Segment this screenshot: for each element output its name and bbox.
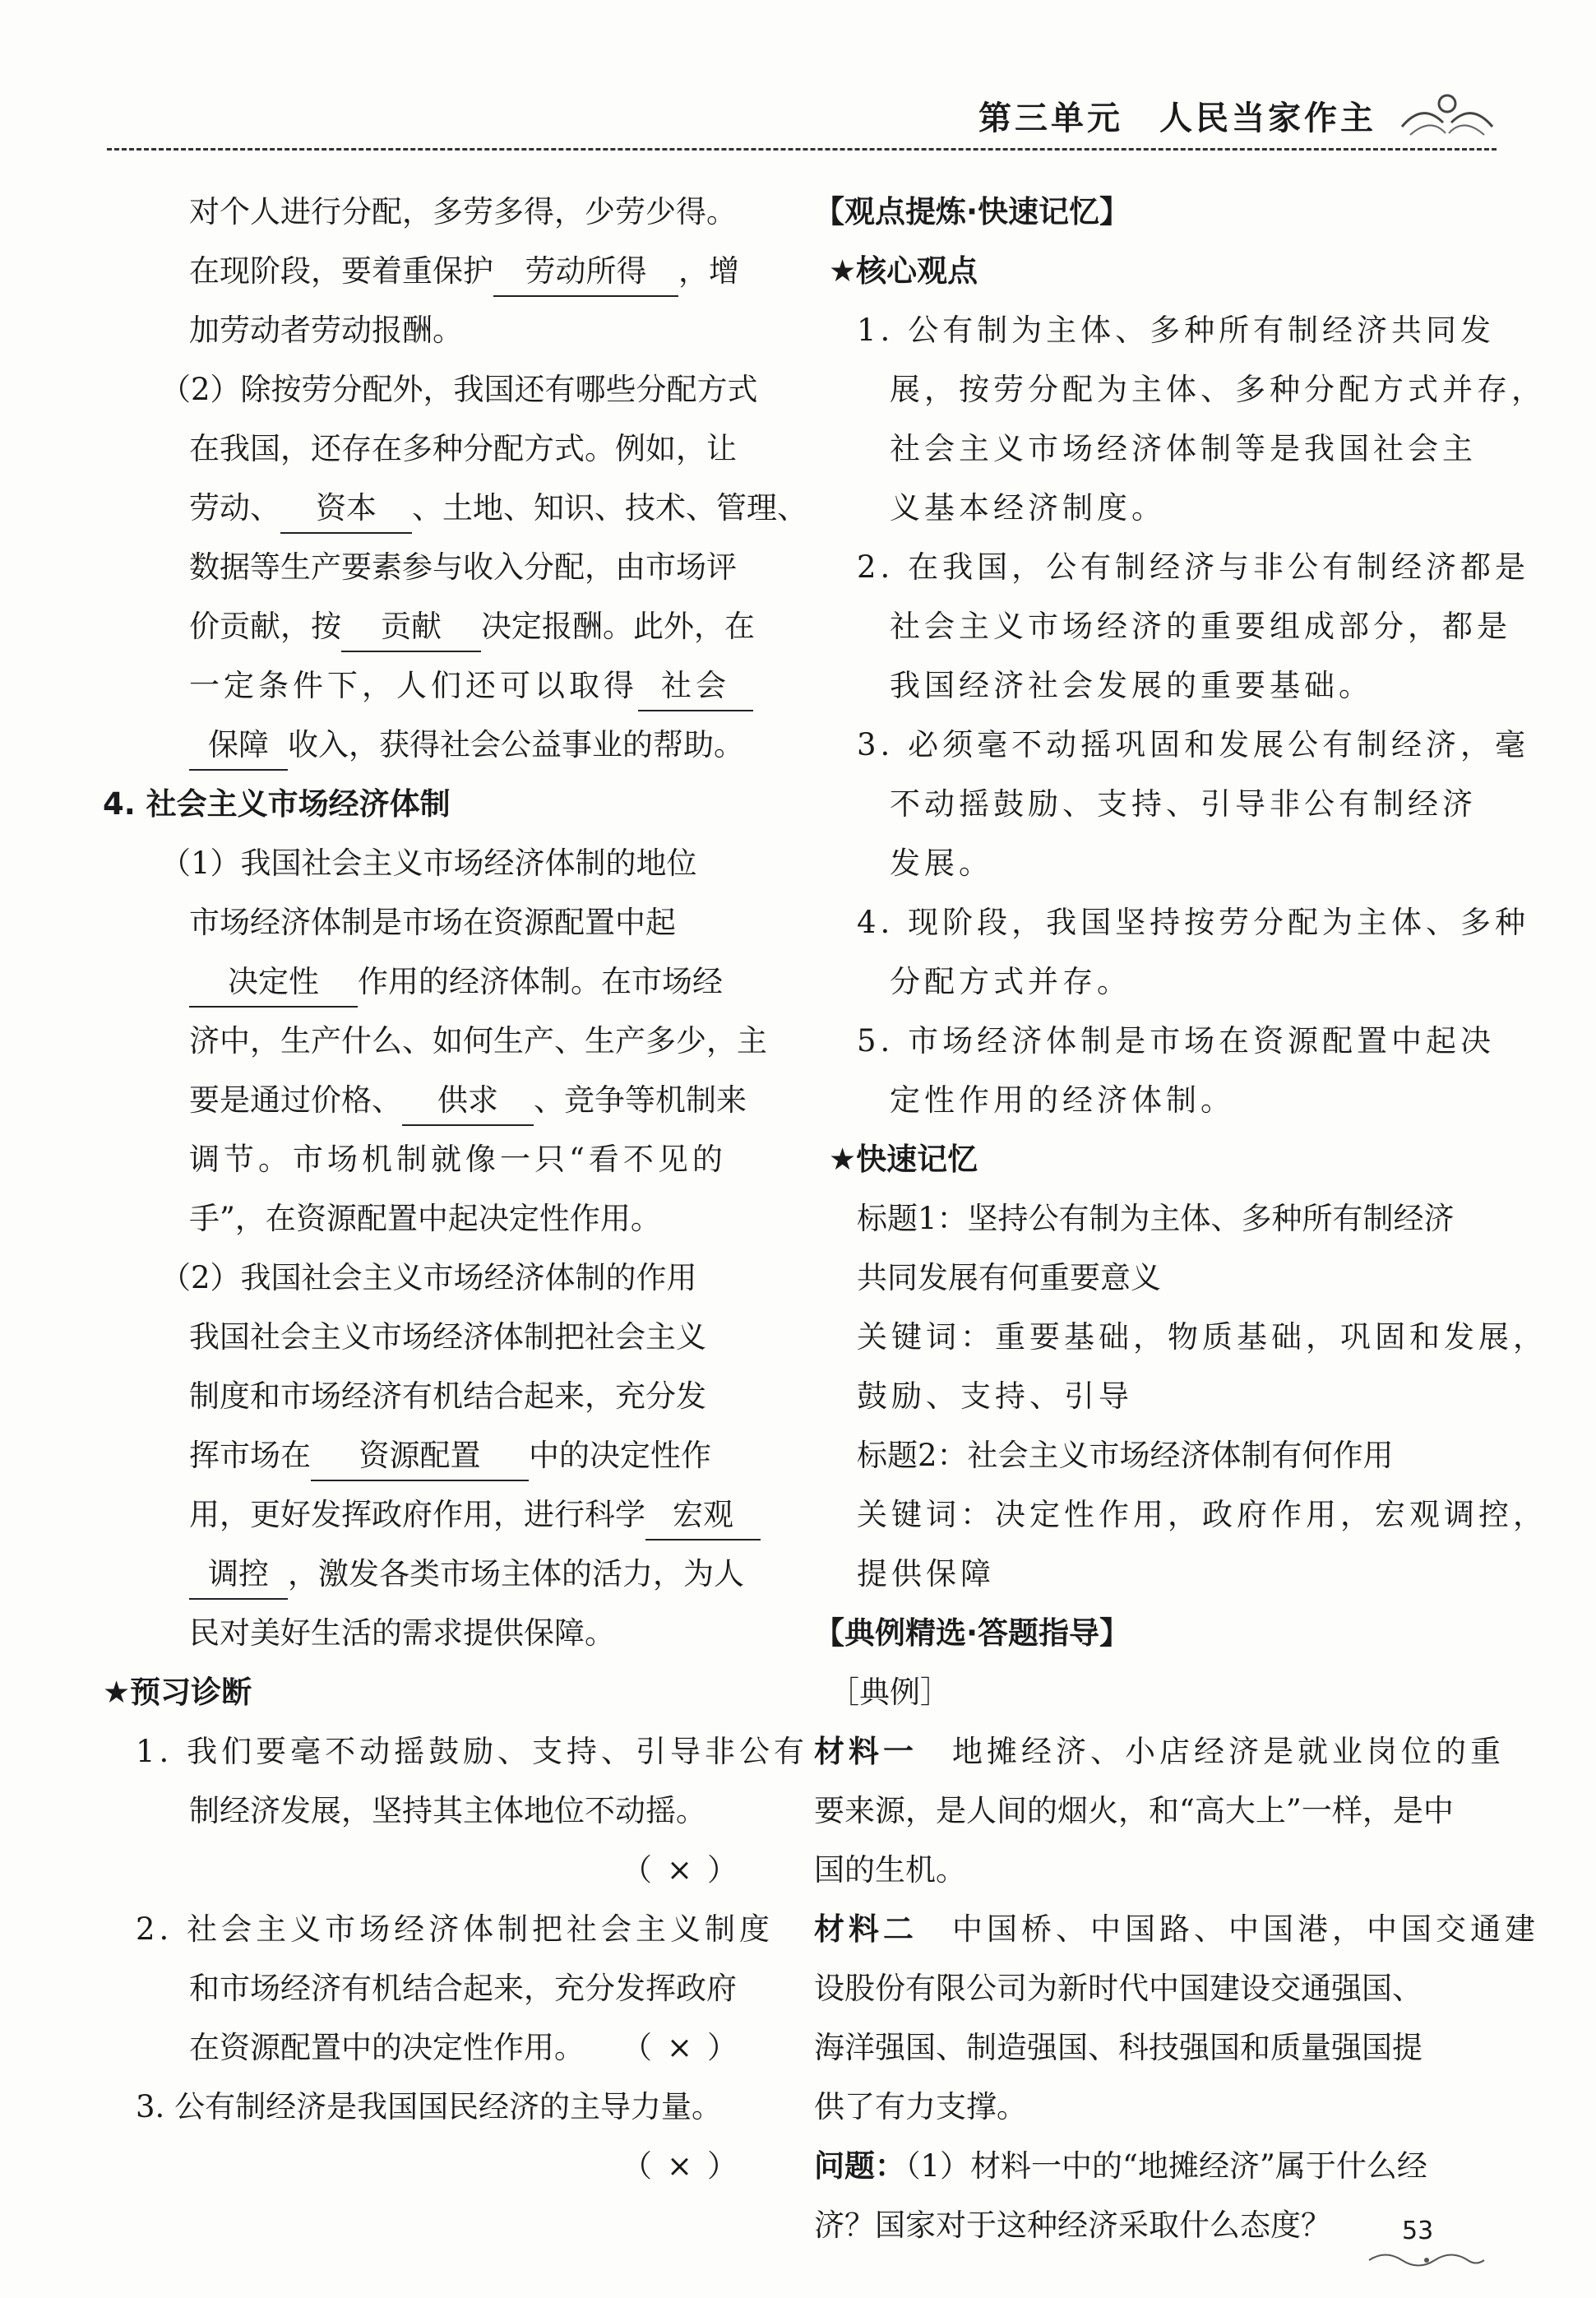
memory-title: 标题2：社会主义市场经济体制有何作用 xyxy=(857,1438,1394,1473)
answer-blank: 调控 xyxy=(189,1550,288,1600)
quiz-item: 2. 社会主义市场经济体制把社会主义制度 xyxy=(136,1911,775,1947)
answer-blank: 劳动所得 xyxy=(493,248,678,297)
text-line: 调控 ，激发各类市场主体的活力，为人 xyxy=(103,1545,761,1604)
text-line: 鼓励、支持、引导 xyxy=(857,1378,1133,1414)
text-line: 市场经济体制是市场在资源配置中起 xyxy=(189,905,676,940)
text-line: 在现阶段，要着重保护 劳动所得 ，增 xyxy=(103,242,761,301)
text-line: 我国经济社会发展的重要基础。 xyxy=(890,668,1373,703)
answer-blank: 供求 xyxy=(402,1077,534,1126)
example-label: ［典例］ xyxy=(829,1675,951,1710)
material-two: 材料二 中国桥、中国路、中国港，中国交通建 xyxy=(814,1911,1539,1947)
text-line: 一定条件下，人们还可以取得 社会 xyxy=(103,656,761,716)
text-line: 社会主义市场经济体制等是我国社会主 xyxy=(890,431,1477,466)
page-number: 53 xyxy=(1402,2217,1434,2245)
keywords: 关键词：决定性作用，政府作用，宏观调控， xyxy=(857,1497,1547,1532)
answer-blank: 资源配置 xyxy=(311,1432,529,1481)
material-one: 材料一 地摊经济、小店经济是就业岗位的重 xyxy=(814,1734,1505,1769)
answer-mark: （×） xyxy=(621,1852,752,1888)
text-line: 和市场经济有机结合起来，充分发挥政府 xyxy=(189,1971,737,2006)
text-line: 海洋强国、制造强国、科技强国和质量强国提 xyxy=(814,2030,1423,2065)
text-line: 保障 收入，获得社会公益事业的帮助。 xyxy=(103,716,761,775)
text-line: 制经济发展，坚持其主体地位不动摇。 xyxy=(189,1793,706,1828)
section-heading: 【典例精选·答题指导】 xyxy=(814,1615,1131,1651)
core-point: 3. 必须毫不动摇巩固和发展公有制经济，毫 xyxy=(857,727,1530,762)
text-line: 手”，在资源配置中起决定性作用。 xyxy=(189,1201,661,1236)
text-line: 决定性 作用的经济体制。在市场经 xyxy=(103,952,761,1012)
answer-blank: 保障 xyxy=(189,721,288,771)
answer-mark: （×） xyxy=(621,2148,752,2184)
text-line: 制度和市场经济有机结合起来，充分发 xyxy=(189,1378,706,1414)
text-line: 民对美好生活的需求提供保障。 xyxy=(189,1615,615,1651)
text-line: 劳动、 资本 、土地、知识、技术、管理、 xyxy=(103,479,761,538)
section-heading: ★预习诊断 xyxy=(103,1675,252,1710)
answer-line xyxy=(103,2137,761,2196)
text-line: 国的生机。 xyxy=(814,1852,966,1888)
text-line: 展，按劳分配为主体、多种分配方式并存， xyxy=(890,372,1546,407)
text-line: 调节。市场机制就像一只“看不见的 xyxy=(189,1142,727,1177)
text-line: 供了有力支撑。 xyxy=(814,2089,1027,2124)
core-point: 2. 在我国，公有制经济与非公有制经济都是 xyxy=(857,549,1530,585)
text-line: 济中，生产什么、如何生产、生产多少，主 xyxy=(189,1023,767,1059)
text-line: 设股份有限公司为新时代中国建设交通强国、 xyxy=(814,1971,1423,2006)
core-point: 4. 现阶段，我国坚持按劳分配为主体、多种 xyxy=(857,905,1530,940)
core-point: 1. 公有制为主体、多种所有制经济共同发 xyxy=(857,313,1496,348)
text-line: 用，更好发挥政府作用，进行科学 宏观 xyxy=(103,1485,761,1545)
text-line: 加劳动者劳动报酬。 xyxy=(189,313,463,348)
text-line: 共同发展有何重要意义 xyxy=(857,1260,1161,1295)
text-line: 要是通过价格、 供求 、竞争等机制来 xyxy=(103,1071,761,1130)
answer-line xyxy=(103,1841,761,1900)
text-line: 价贡献，按 贡献 决定报酬。此外，在 xyxy=(103,597,761,656)
text-line: 提供保障 xyxy=(857,1556,995,1591)
text-line: 在我国，还存在多种分配方式。例如，让 xyxy=(189,431,737,466)
subsection-heading: ★快速记忆 xyxy=(829,1142,978,1177)
question: 问题：（1）材料一中的“地摊经济”属于什么经 xyxy=(814,2148,1427,2184)
question-heading: （2）除按劳分配外，我国还有哪些分配方式 xyxy=(160,372,758,407)
keywords: 关键词：重要基础，物质基础，巩固和发展， xyxy=(857,1319,1547,1355)
section-heading: 【观点提炼·快速记忆】 xyxy=(814,194,1131,229)
text-line: 发展。 xyxy=(890,846,993,881)
text-line: 数据等生产要素参与收入分配，由市场评 xyxy=(189,549,737,585)
answer-mark: （×） xyxy=(621,2030,752,2065)
text-line: 我国社会主义市场经济体制把社会主义 xyxy=(189,1319,706,1355)
left-column xyxy=(103,183,809,2196)
answer-blank: 资本 xyxy=(280,484,412,534)
text-line: 定性作用的经济体制。 xyxy=(890,1082,1235,1118)
question-heading: （2）我国社会主义市场经济体制的作用 xyxy=(160,1260,697,1295)
answer-blank: 社会 xyxy=(638,662,753,711)
text-line: 义基本经济制度。 xyxy=(890,490,1166,526)
text-line: 社会主义市场经济的重要组成部分，都是 xyxy=(890,609,1511,644)
text-line: 要来源，是人间的烟火，和“高大上”一样，是中 xyxy=(814,1793,1454,1828)
answer-blank: 贡献 xyxy=(341,603,481,652)
answer-blank: 决定性 xyxy=(189,958,358,1008)
question-heading: （1）我国社会主义市场经济体制的地位 xyxy=(160,846,697,881)
right-column xyxy=(814,183,1547,2255)
subsection-heading: ★核心观点 xyxy=(829,253,978,289)
text-line: 挥市场在 资源配置 中的决定性作 xyxy=(103,1426,761,1485)
answer-blank: 宏观 xyxy=(645,1491,761,1540)
memory-title: 标题1：坚持公有制为主体、多种所有制经济 xyxy=(857,1201,1455,1236)
text-line: 济？国家对于这种经济采取什么态度？ xyxy=(814,2208,1331,2243)
header-ornament-icon xyxy=(1398,86,1497,143)
text-line: 对个人进行分配，多劳多得，少劳少得。 xyxy=(189,194,737,229)
unit-header-title: 第三单元 人民当家作主 xyxy=(978,99,1376,137)
header-divider xyxy=(107,148,1497,151)
quiz-item: 3. 公有制经济是我国国民经济的主导力量。 xyxy=(136,2089,723,2124)
core-point: 5. 市场经济体制是市场在资源配置中起决 xyxy=(857,1023,1496,1059)
text-line: 不动摇鼓励、支持、引导非公有制经济 xyxy=(890,786,1477,822)
quiz-item: 1. 我们要毫不动摇鼓励、支持、引导非公有 xyxy=(136,1734,809,1769)
text-line: 在资源配置中的决定性作用。 （×） xyxy=(103,2018,761,2078)
section-heading: 4. 社会主义市场经济体制 xyxy=(103,786,451,822)
footer-ornament-icon xyxy=(1365,2248,1488,2273)
text-line: 分配方式并存。 xyxy=(890,964,1131,999)
